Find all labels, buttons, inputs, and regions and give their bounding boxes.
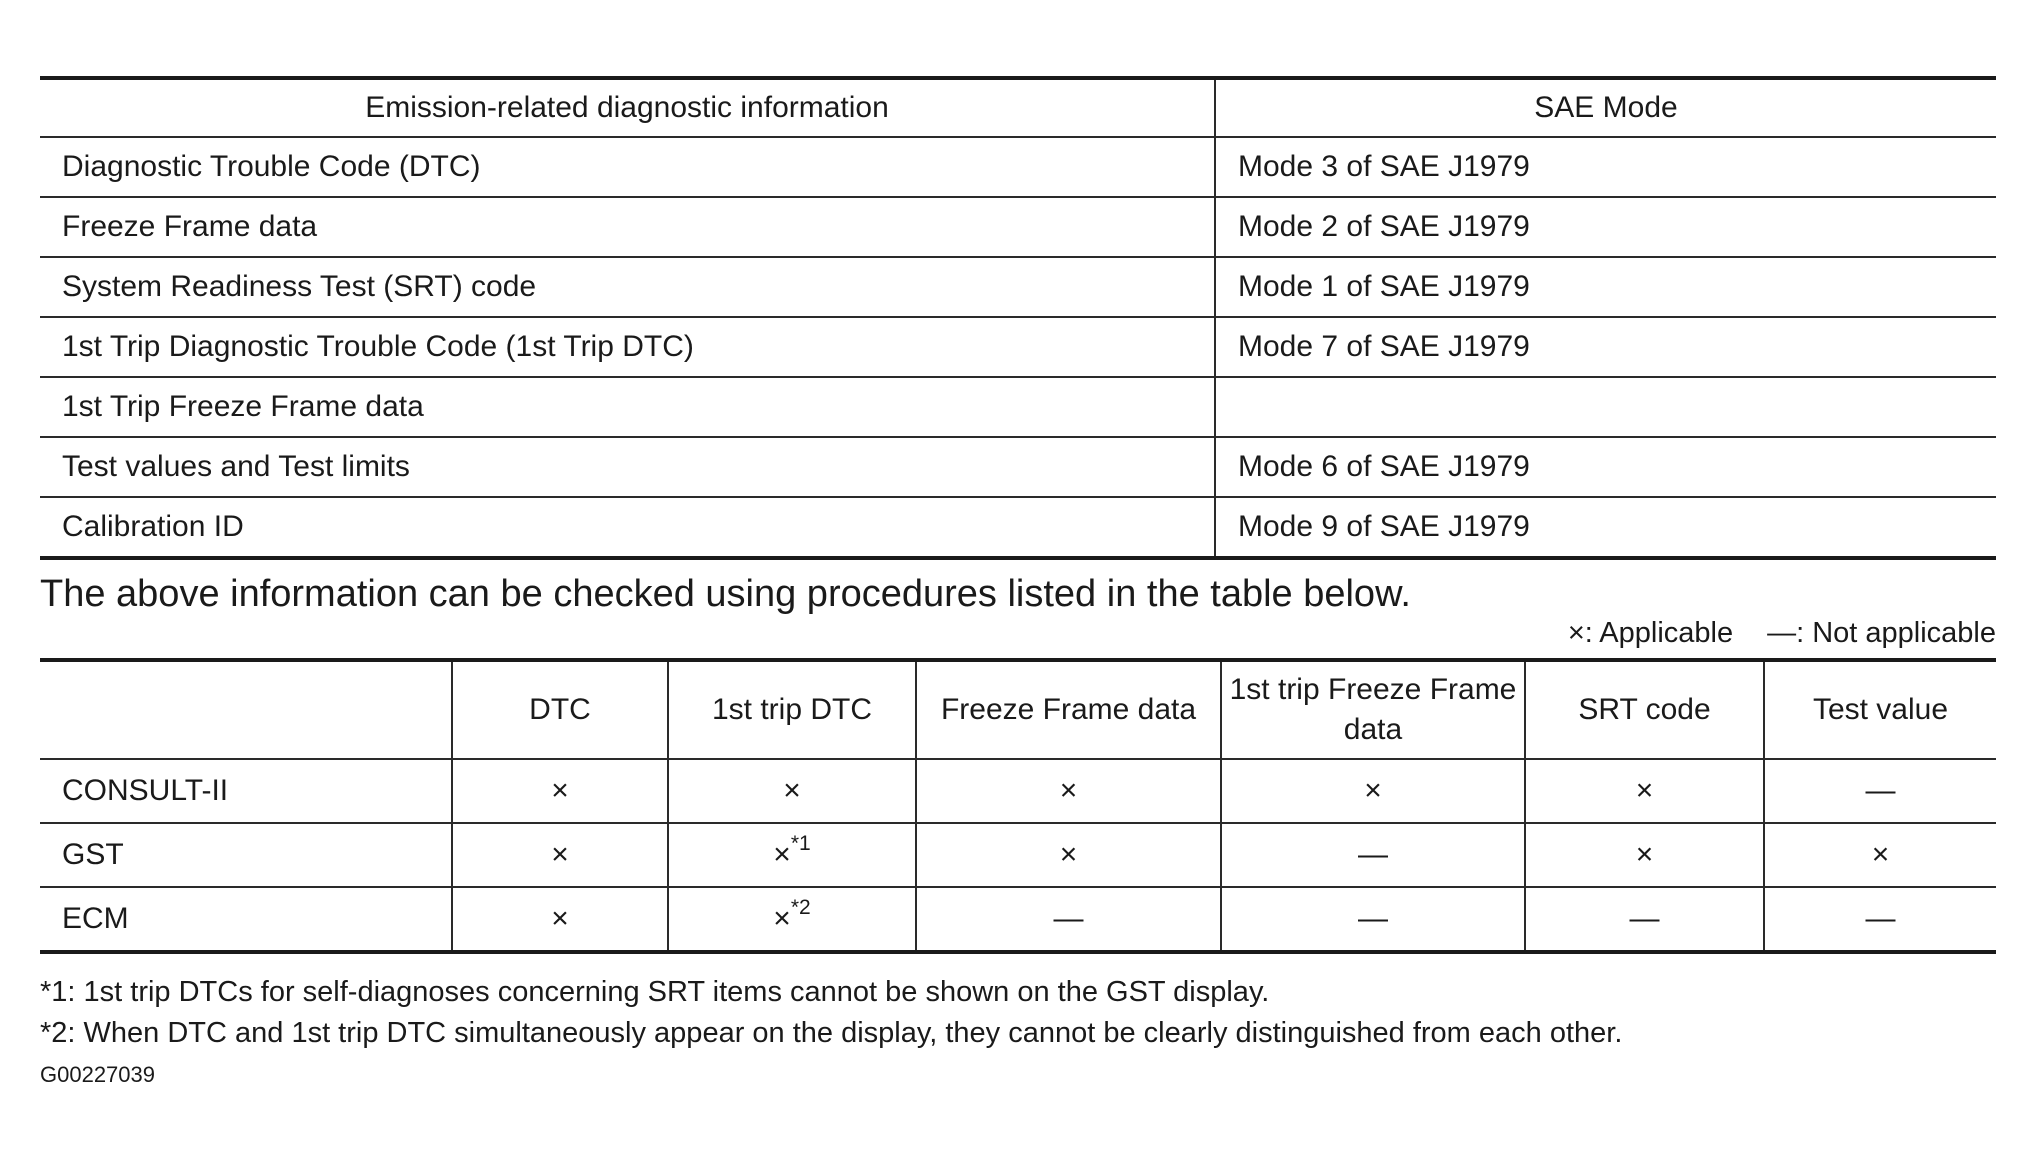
mark: — — [1865, 902, 1896, 935]
sae-mode-table-header-row — [40, 78, 1996, 137]
mark: × — [551, 774, 569, 807]
legend — [40, 616, 1996, 650]
column-header-srt-code: SRT code — [1525, 660, 1764, 759]
table-row — [40, 317, 1996, 377]
footnotes — [40, 972, 1996, 1054]
table-row — [40, 759, 1996, 823]
table-row — [40, 887, 1996, 952]
mode-cell: Mode 3 of SAE J1979 — [1215, 137, 1996, 197]
mark: — — [1358, 902, 1388, 935]
info-cell: 1st Trip Diagnostic Trouble Code (1st Trip DTC) — [40, 317, 1215, 377]
mark-cell — [668, 887, 916, 952]
info-cell: Freeze Frame data — [40, 197, 1215, 257]
legend-not-applicable: —: Not applicable — [1767, 617, 1996, 649]
mark-cell — [668, 759, 916, 823]
mark: × — [1059, 838, 1078, 871]
mark: — — [1053, 902, 1084, 935]
footnote-ref: *2 — [790, 896, 811, 919]
mode-cell: Mode 9 of SAE J1979 — [1238, 510, 1530, 543]
column-header-info: Emission-related diagnostic information — [40, 78, 1215, 137]
mark-cell — [1525, 759, 1764, 823]
procedure-table-header-row — [40, 660, 1996, 759]
mark: × — [773, 838, 791, 871]
table-row — [40, 823, 1996, 887]
legend-applicable: ×: Applicable — [1567, 617, 1734, 649]
table-row — [40, 197, 1996, 257]
table-row — [40, 257, 1996, 317]
mark-cell — [1764, 823, 1996, 887]
mark-cell — [1764, 759, 1996, 823]
mark-cell — [452, 887, 668, 952]
row-label-consult: CONSULT-II — [40, 759, 452, 823]
mark: × — [783, 774, 801, 807]
column-header-tool — [40, 660, 452, 759]
mark: — — [1358, 838, 1388, 871]
mode-cell — [1215, 377, 1996, 437]
row-label-ecm: ECM — [40, 887, 452, 952]
mark: × — [551, 838, 569, 871]
info-cell: Calibration ID — [40, 497, 1215, 558]
info-cell: System Readiness Test (SRT) code — [40, 257, 1215, 317]
mode-cell: Mode 7 of SAE J1979 — [1215, 317, 1996, 377]
mark: — — [1629, 902, 1660, 935]
mark: × — [773, 902, 791, 935]
row-label-gst: GST — [40, 823, 452, 887]
column-header-freeze-frame: Freeze Frame data — [916, 660, 1221, 759]
figure-code: G00227039 — [40, 1062, 155, 1087]
mark: × — [1635, 774, 1654, 807]
mark: — — [1865, 774, 1896, 807]
column-header-sae-mode: SAE Mode — [1215, 78, 1996, 137]
sae-mode-table — [40, 76, 1996, 560]
table-row — [40, 377, 1996, 437]
column-header-1st-trip-dtc: 1st trip DTC — [668, 660, 916, 759]
mark-cell — [916, 759, 1221, 823]
mark-cell — [1221, 887, 1525, 952]
mark-cell — [1221, 759, 1525, 823]
column-header-1st-trip-freeze-frame: 1st trip Freeze Frame data — [1221, 660, 1525, 759]
mark-cell — [1525, 823, 1764, 887]
table-row — [40, 497, 1996, 558]
mode-cell: Mode 1 of SAE J1979 — [1215, 257, 1996, 317]
mark-cell — [916, 823, 1221, 887]
mark: × — [1364, 774, 1382, 807]
column-header-dtc: DTC — [452, 660, 668, 759]
footnote-1: *1: 1st trip DTCs for self-diagnoses concerning SRT items cannot be shown on the GST display. — [40, 976, 1270, 1008]
document-page — [40, 76, 1996, 1090]
mark-cell — [1764, 887, 1996, 952]
footnote-ref: *1 — [790, 832, 811, 855]
mode-cell: Mode 6 of SAE J1979 — [1215, 437, 1996, 497]
info-cell: Test values and Test limits — [40, 437, 1215, 497]
mark-cell — [668, 823, 916, 887]
mark: × — [1635, 838, 1654, 871]
intro-text: The above information can be checked using procedures listed in the table below. — [40, 573, 1411, 615]
mark-cell — [452, 759, 668, 823]
mark-cell — [452, 823, 668, 887]
table-row — [40, 137, 1996, 197]
column-header-test-value: Test value — [1764, 660, 1996, 759]
mark: × — [1871, 838, 1890, 871]
mark-cell — [1525, 887, 1764, 952]
info-cell: Diagnostic Trouble Code (DTC) — [40, 137, 1215, 197]
mark-cell — [916, 887, 1221, 952]
mark: × — [551, 902, 569, 935]
mark-cell — [1221, 823, 1525, 887]
procedure-table — [40, 658, 1996, 954]
info-cell: 1st Trip Freeze Frame data — [40, 377, 1215, 437]
footnote-2: *2: When DTC and 1st trip DTC simultaneously appear on the display, they cannot be clearly distinguished from each other. — [40, 1017, 1623, 1049]
mark: × — [1059, 774, 1078, 807]
table-row — [40, 437, 1996, 497]
mode-cell: Mode 2 of SAE J1979 — [1215, 197, 1996, 257]
